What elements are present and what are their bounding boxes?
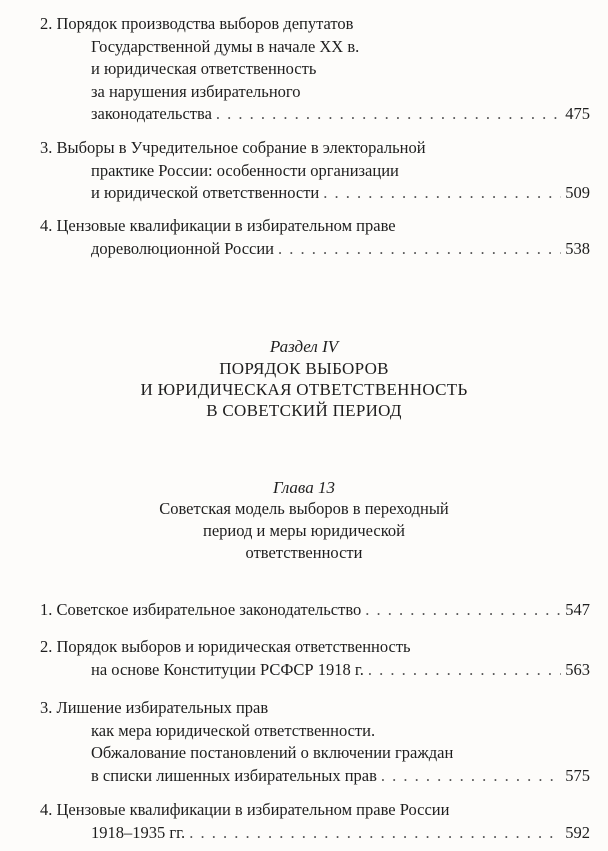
dot-leader [381, 765, 561, 788]
toc-entry-line: 4. Цензовые квалификации в избирательном праве [40, 216, 396, 235]
toc-entry-line: 3. Лишение избирательных прав [40, 698, 269, 717]
chapter-title: Советская модель выборов в переходный период и меры юридической ответственности [159, 499, 449, 562]
page-number: 592 [565, 822, 590, 842]
toc-entry-line: как мера юридической ответственности. [91, 720, 376, 740]
toc-entry [40, 137, 590, 205]
dot-leader [216, 103, 561, 126]
toc-entry-last-line: в списки лишенных избирательных прав . . . 575 [40, 765, 590, 788]
dot-leader [278, 238, 561, 261]
toc-entry-line: 4. Цензовые квалификации в избирательном праве России [40, 800, 450, 819]
toc-entry [40, 636, 590, 681]
page-number: 575 [565, 765, 590, 785]
section-label: Раздел IV [269, 337, 339, 356]
toc-entry-last-line: дореволюционной России . . . 538 [40, 238, 590, 261]
page-number: 547 [565, 600, 590, 619]
toc-entry-line: и юридическая ответственность [91, 59, 317, 78]
dot-leader [365, 599, 561, 622]
toc-entry-line: 2. Порядок производства выборов депутатов [40, 14, 354, 33]
toc-entry-line: за нарушения избирательного [91, 81, 301, 101]
toc-entry-line: Государственной думы в начале XX в. [91, 36, 360, 56]
toc-entry-last-line: законодательства . . . 475 [40, 103, 590, 126]
toc-entry [40, 13, 590, 126]
toc-entry [40, 799, 590, 844]
toc-entry [40, 599, 590, 622]
section-title: ПОРЯДОК ВЫБОРОВ И ЮРИДИЧЕСКАЯ ОТВЕТСТВЕННОСТЬ В СОВЕТСКИЙ ПЕРИОД [140, 359, 468, 420]
toc-entry [40, 215, 590, 260]
page-number: 475 [565, 104, 590, 123]
page-number: 538 [565, 238, 590, 258]
dot-leader [189, 822, 561, 845]
page-number: 509 [565, 183, 590, 202]
toc-entry-line: 2. Порядок выборов и юридическая ответственность [40, 637, 411, 656]
toc-entry [40, 697, 590, 787]
toc-entry-line: Обжалование постановлений о включении граждан [91, 743, 454, 762]
dot-leader [323, 182, 561, 205]
toc-entry-line: 3. Выборы в Учредительное собрание в электоральной [40, 138, 426, 157]
toc-entry-last-line: 1. Советское избирательное законодательство . . . 547 [40, 599, 590, 622]
toc-entry-last-line: и юридической ответственности . . . 509 [40, 182, 590, 205]
chapter-label: Глава 13 [273, 478, 335, 497]
dot-leader [368, 659, 561, 682]
page-number: 563 [565, 659, 590, 679]
toc-entry-line: практике России: особенности организации [91, 160, 399, 180]
toc-entry-last-line: на основе Конституции РСФСР 1918 г. . . . 563 [40, 659, 590, 682]
toc-entry-last-line: 1918–1935 гг. . . . 592 [40, 822, 590, 845]
